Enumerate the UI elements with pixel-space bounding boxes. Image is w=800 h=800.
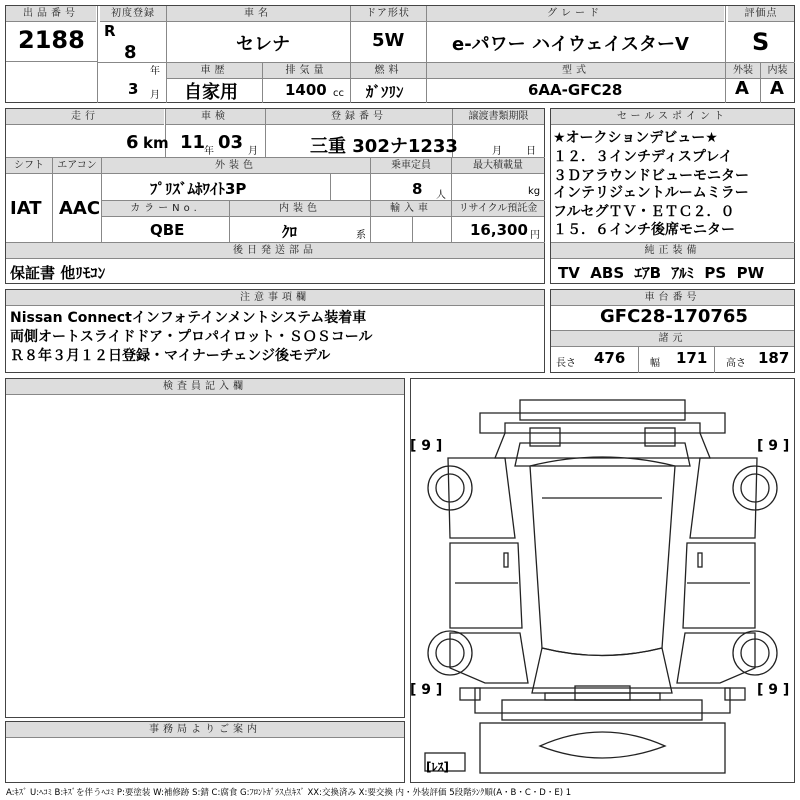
height: 187 bbox=[758, 349, 790, 367]
first-reg-header: 初度登録 bbox=[100, 6, 166, 22]
recycle-fee: 16,300 bbox=[470, 221, 528, 239]
color-header: 外装色 bbox=[102, 158, 370, 174]
inspection-year: 11 bbox=[180, 132, 206, 153]
lot-number: 2188 bbox=[18, 26, 85, 54]
reg-year: 8 bbox=[124, 42, 137, 63]
equipment-list: TV ABS ｴｱB ｱﾙﾐ PS PW bbox=[558, 264, 765, 282]
capacity-header: 乗車定員 bbox=[371, 158, 451, 174]
ext-score: A bbox=[735, 78, 749, 99]
width: 171 bbox=[676, 349, 708, 367]
mileage-header: 走行 bbox=[6, 109, 164, 125]
reg-month-unit: 月 bbox=[150, 90, 160, 101]
grade-header: グレード bbox=[426, 6, 724, 22]
recycle-header: リサイクル預託金 bbox=[452, 201, 544, 217]
era: R bbox=[104, 22, 116, 40]
import-header: 輸入車 bbox=[371, 201, 451, 217]
history-header: 車歴 bbox=[167, 63, 262, 79]
transfer-month-unit: 月 bbox=[492, 146, 502, 157]
recycle-unit: 円 bbox=[530, 230, 540, 241]
displacement-header: 排気量 bbox=[263, 63, 350, 79]
int-score: A bbox=[770, 78, 784, 99]
interior-color-unit: 系 bbox=[356, 230, 366, 241]
displacement: 1400 bbox=[285, 81, 327, 99]
length-label: 長さ bbox=[556, 358, 576, 369]
legend: A:ｷｽﾞ U:ﾍｺﾐ B:ｷｽﾞを伴うﾍｺﾐ P:要塗装 W:補修跡 S:錆 C:腐食 G:ﾌﾛﾝﾄｶﾞﾗｽ点ｷｽﾞ XX:交換済み X:要交換 内・外装評価 5段階ﾗﾝｸ順(A・B・C・D・E) 1 bbox=[6, 788, 572, 798]
later-parts-header: 後日発送部品 bbox=[6, 243, 544, 259]
inspector-block bbox=[5, 378, 405, 718]
ac-header: エアコン bbox=[53, 158, 101, 174]
equipment-header: 純正装備 bbox=[551, 243, 794, 259]
tire-front-right-score: [ 9 ] bbox=[757, 438, 790, 454]
spare-tire-score: [ﾚｽ] bbox=[426, 760, 449, 774]
office-header: 事務局よりご案内 bbox=[6, 722, 404, 738]
later-parts: 保証書 他ﾘﾓｺﾝ bbox=[10, 264, 106, 282]
interior-color: ｸﾛ bbox=[282, 223, 298, 241]
spec-header: 諸元 bbox=[551, 330, 794, 347]
lot-header: 出品番号 bbox=[6, 6, 96, 22]
reg-year-unit: 年 bbox=[150, 66, 160, 77]
inspection-month: 03 bbox=[218, 132, 244, 153]
car-name: セレナ bbox=[236, 34, 290, 55]
note-line: Nissan Connectインフォテインメントシステム装着車 bbox=[10, 310, 367, 326]
load-unit: kg bbox=[528, 186, 541, 197]
chassis-header: 車台番号 bbox=[551, 290, 794, 306]
ac: AAC bbox=[59, 198, 101, 219]
plate-header: 登録番号 bbox=[266, 109, 452, 125]
note-line: 両側オートスライドドア・プロパイロット・ＳＯＳコール bbox=[10, 329, 373, 345]
exterior-color: ﾌﾟﾘｽﾞﾑﾎﾜｲﾄ3P bbox=[150, 180, 247, 198]
inspection-header: 車検 bbox=[165, 109, 265, 125]
capacity-unit: 人 bbox=[436, 190, 446, 201]
color-no: QBE bbox=[150, 221, 185, 239]
note-line: Ｒ８年３月１２日登録・マイナーチェンジ後モデル bbox=[10, 348, 331, 364]
displacement-unit: cc bbox=[333, 88, 344, 99]
int-header: 内装 bbox=[761, 63, 794, 79]
sales-point: １５．６インチ後席モニター bbox=[553, 222, 735, 238]
inspection-month-unit: 月 bbox=[248, 146, 258, 157]
mileage-unit: km bbox=[143, 134, 169, 152]
grade: e-パワー ハイウェイスターV bbox=[452, 34, 689, 55]
transfer-day-unit: 日 bbox=[526, 146, 536, 157]
shift: IAT bbox=[10, 198, 42, 219]
mileage: 6 bbox=[126, 132, 139, 153]
score: S bbox=[752, 28, 770, 56]
tire-rear-left-score: [ 9 ] bbox=[410, 682, 443, 698]
score-header: 評価点 bbox=[728, 6, 794, 22]
sales-point: １２．３インチディスプレイ bbox=[553, 149, 733, 165]
load-header: 最大積載量 bbox=[452, 158, 544, 174]
notes-header: 注意事項欄 bbox=[6, 290, 544, 306]
width-label: 幅 bbox=[650, 358, 660, 369]
model: 6AA-GFC28 bbox=[528, 81, 623, 99]
transfer-header: 譲渡書類期限 bbox=[453, 109, 544, 125]
car-body-diagram bbox=[410, 378, 795, 783]
fuel-header: 燃料 bbox=[351, 63, 426, 79]
shift-header: シフト bbox=[6, 158, 52, 174]
sales-point: フルセグＴＶ・ＥＴＣ２．０ bbox=[553, 204, 735, 220]
fuel: ｶﾞｿﾘﾝ bbox=[366, 83, 404, 101]
door-header: ドア形状 bbox=[350, 6, 426, 22]
capacity: 8 bbox=[412, 180, 423, 198]
tire-rear-right-score: [ 9 ] bbox=[757, 682, 790, 698]
length: 476 bbox=[594, 349, 626, 367]
sales-point: インテリジェントルームミラー bbox=[553, 185, 749, 201]
plate-number: 三重 302ナ1233 bbox=[310, 136, 458, 157]
sales-point: ３Ｄアラウンドビューモニター bbox=[553, 168, 749, 184]
chassis-number: GFC28-170765 bbox=[600, 306, 748, 327]
interior-color-header: 内装色 bbox=[230, 201, 370, 217]
tire-front-left-score: [ 9 ] bbox=[410, 438, 443, 454]
sales-point: ★オークションデビュー★ bbox=[553, 130, 718, 146]
car-name-header: 車名 bbox=[166, 6, 350, 22]
color-no-header: カラーNo. bbox=[102, 201, 229, 217]
inspector-header: 検査員記入欄 bbox=[6, 379, 404, 395]
reg-month: 3 bbox=[128, 80, 139, 98]
height-label: 高さ bbox=[726, 358, 746, 369]
sales-points-header: セールスポイント bbox=[551, 109, 794, 125]
ext-header: 外装 bbox=[726, 63, 760, 79]
model-header: 型式 bbox=[427, 63, 725, 79]
inspection-year-unit: 年 bbox=[204, 146, 214, 157]
door-type: 5W bbox=[372, 30, 405, 51]
history: 自家用 bbox=[184, 82, 238, 103]
